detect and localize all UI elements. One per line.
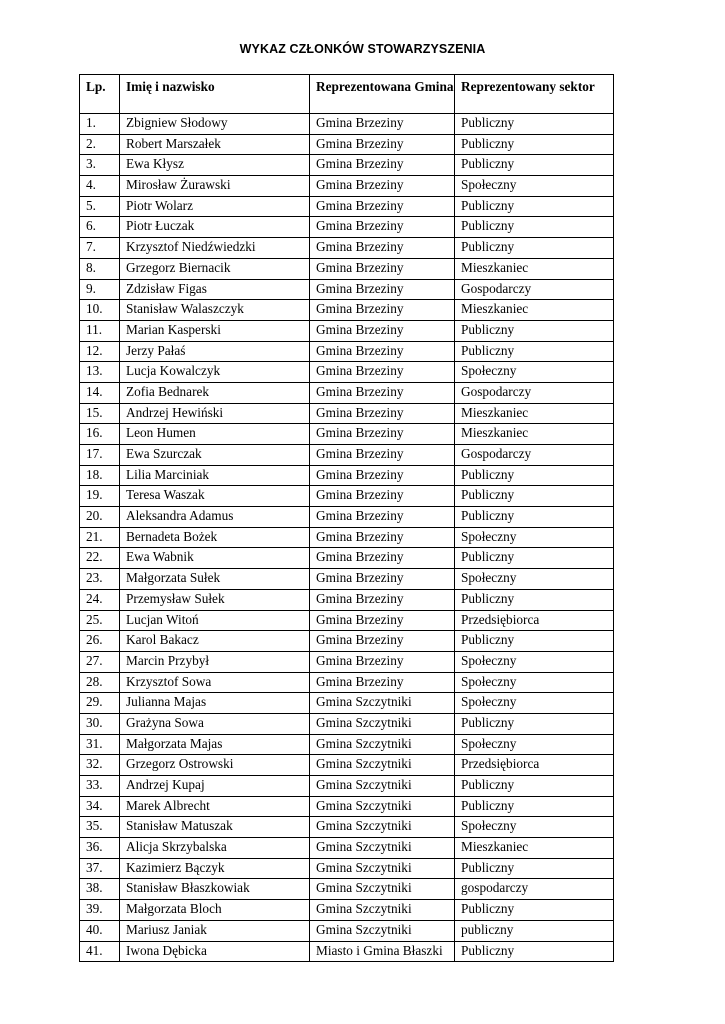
cell-name: Grażyna Sowa: [120, 713, 310, 734]
cell-name: Marek Albrecht: [120, 796, 310, 817]
table-row: [80, 196, 614, 217]
table-row: [80, 445, 614, 466]
cell-lp: 3.: [80, 155, 120, 176]
header-sektor: Reprezentowany sektor: [455, 75, 614, 114]
table-row: [80, 672, 614, 693]
cell-lp: 27.: [80, 651, 120, 672]
table-row: [80, 114, 614, 135]
cell-name: Lucjan Witoń: [120, 610, 310, 631]
document-title: WYKAZ CZŁONKÓW STOWARZYSZENIA: [239, 42, 486, 56]
table-row: [80, 486, 614, 507]
cell-name: Kazimierz Bączyk: [120, 858, 310, 879]
table-row: [80, 817, 614, 838]
cell-sektor: Publiczny: [455, 548, 614, 569]
cell-name: Iwona Dębicka: [120, 941, 310, 962]
table-row: [80, 796, 614, 817]
cell-name: Stanisław Walaszczyk: [120, 300, 310, 321]
table-row: [80, 755, 614, 776]
cell-sektor: Publiczny: [455, 196, 614, 217]
cell-sektor: Publiczny: [455, 941, 614, 962]
header-name: Imię i nazwisko: [120, 75, 310, 114]
cell-gmina: Gmina Brzeziny: [310, 548, 455, 569]
table-row: [80, 548, 614, 569]
table-row: [80, 610, 614, 631]
cell-lp: 19.: [80, 486, 120, 507]
cell-name: Mirosław Żurawski: [120, 176, 310, 197]
cell-lp: 15.: [80, 403, 120, 424]
cell-name: Andrzej Hewiński: [120, 403, 310, 424]
table-row: [80, 424, 614, 445]
cell-sektor: Mieszkaniec: [455, 300, 614, 321]
table-row: [80, 382, 614, 403]
cell-sektor: Przedsiębiorca: [455, 610, 614, 631]
cell-gmina: Gmina Szczytniki: [310, 817, 455, 838]
cell-gmina: Gmina Szczytniki: [310, 879, 455, 900]
cell-gmina: Gmina Szczytniki: [310, 858, 455, 879]
cell-sektor: Publiczny: [455, 320, 614, 341]
cell-name: Ewa Wabnik: [120, 548, 310, 569]
cell-sektor: Publiczny: [455, 486, 614, 507]
cell-name: Bernadeta Bożek: [120, 527, 310, 548]
cell-sektor: Publiczny: [455, 238, 614, 259]
cell-lp: 26.: [80, 631, 120, 652]
table-row: [80, 341, 614, 362]
cell-lp: 40.: [80, 920, 120, 941]
cell-gmina: Gmina Brzeziny: [310, 134, 455, 155]
table-row: [80, 920, 614, 941]
cell-lp: 30.: [80, 713, 120, 734]
cell-gmina: Gmina Brzeziny: [310, 155, 455, 176]
cell-gmina: Gmina Brzeziny: [310, 362, 455, 383]
cell-sektor: Przedsiębiorca: [455, 755, 614, 776]
cell-sektor: Publiczny: [455, 858, 614, 879]
cell-sektor: Mieszkaniec: [455, 403, 614, 424]
cell-lp: 11.: [80, 320, 120, 341]
table-row: [80, 258, 614, 279]
cell-gmina: Gmina Brzeziny: [310, 382, 455, 403]
cell-sektor: Publiczny: [455, 217, 614, 238]
cell-gmina: Miasto i Gmina Błaszki: [310, 941, 455, 962]
cell-lp: 29.: [80, 693, 120, 714]
cell-lp: 33.: [80, 776, 120, 797]
cell-lp: 20.: [80, 507, 120, 528]
cell-sektor: Społeczny: [455, 362, 614, 383]
cell-name: Zofia Bednarek: [120, 382, 310, 403]
cell-sektor: Mieszkaniec: [455, 838, 614, 859]
cell-gmina: Gmina Brzeziny: [310, 196, 455, 217]
cell-gmina: Gmina Brzeziny: [310, 320, 455, 341]
cell-sektor: Publiczny: [455, 341, 614, 362]
cell-sektor: Społeczny: [455, 569, 614, 590]
cell-lp: 12.: [80, 341, 120, 362]
table-row: [80, 134, 614, 155]
table-row: [80, 300, 614, 321]
cell-sektor: Publiczny: [455, 589, 614, 610]
cell-name: Karol Bakacz: [120, 631, 310, 652]
table-row: [80, 900, 614, 921]
cell-name: Lilia Marciniak: [120, 465, 310, 486]
cell-lp: 5.: [80, 196, 120, 217]
cell-lp: 13.: [80, 362, 120, 383]
cell-gmina: Gmina Brzeziny: [310, 651, 455, 672]
cell-gmina: Gmina Brzeziny: [310, 486, 455, 507]
cell-lp: 10.: [80, 300, 120, 321]
cell-sektor: Społeczny: [455, 734, 614, 755]
table-row: [80, 465, 614, 486]
cell-name: Małgorzata Majas: [120, 734, 310, 755]
cell-gmina: Gmina Brzeziny: [310, 507, 455, 528]
cell-name: Lucja Kowalczyk: [120, 362, 310, 383]
cell-gmina: Gmina Brzeziny: [310, 341, 455, 362]
cell-lp: 14.: [80, 382, 120, 403]
cell-sektor: Publiczny: [455, 900, 614, 921]
cell-sektor: Publiczny: [455, 465, 614, 486]
cell-name: Małgorzata Bloch: [120, 900, 310, 921]
cell-gmina: Gmina Brzeziny: [310, 403, 455, 424]
cell-sektor: Gospodarczy: [455, 279, 614, 300]
cell-name: Grzegorz Biernacik: [120, 258, 310, 279]
cell-lp: 24.: [80, 589, 120, 610]
cell-gmina: Gmina Szczytniki: [310, 693, 455, 714]
cell-name: Julianna Majas: [120, 693, 310, 714]
cell-gmina: Gmina Brzeziny: [310, 279, 455, 300]
cell-name: Piotr Wolarz: [120, 196, 310, 217]
cell-sektor: gospodarczy: [455, 879, 614, 900]
table-row: [80, 403, 614, 424]
cell-lp: 9.: [80, 279, 120, 300]
cell-lp: 16.: [80, 424, 120, 445]
cell-name: Krzysztof Niedźwiedzki: [120, 238, 310, 259]
cell-name: Robert Marszałek: [120, 134, 310, 155]
table-row: [80, 176, 614, 197]
cell-gmina: Gmina Brzeziny: [310, 176, 455, 197]
cell-lp: 8.: [80, 258, 120, 279]
cell-sektor: Gospodarczy: [455, 445, 614, 466]
cell-name: Krzysztof Sowa: [120, 672, 310, 693]
cell-sektor: Publiczny: [455, 776, 614, 797]
cell-gmina: Gmina Szczytniki: [310, 838, 455, 859]
cell-gmina: Gmina Brzeziny: [310, 569, 455, 590]
cell-gmina: Gmina Brzeziny: [310, 114, 455, 135]
cell-sektor: Publiczny: [455, 796, 614, 817]
cell-name: Ewa Szurczak: [120, 445, 310, 466]
table-row: [80, 569, 614, 590]
cell-gmina: Gmina Szczytniki: [310, 734, 455, 755]
cell-gmina: Gmina Brzeziny: [310, 424, 455, 445]
table-row: [80, 279, 614, 300]
cell-gmina: Gmina Brzeziny: [310, 258, 455, 279]
table-row: [80, 527, 614, 548]
cell-gmina: Gmina Brzeziny: [310, 465, 455, 486]
cell-lp: 31.: [80, 734, 120, 755]
cell-lp: 2.: [80, 134, 120, 155]
cell-lp: 18.: [80, 465, 120, 486]
cell-sektor: Publiczny: [455, 114, 614, 135]
cell-name: Leon Humen: [120, 424, 310, 445]
cell-lp: 41.: [80, 941, 120, 962]
cell-sektor: Społeczny: [455, 176, 614, 197]
header-lp: Lp.: [80, 75, 120, 114]
members-table-body: [80, 114, 614, 962]
cell-sektor: Społeczny: [455, 693, 614, 714]
table-row: [80, 238, 614, 259]
cell-name: Ewa Kłysz: [120, 155, 310, 176]
header-row: [80, 75, 614, 114]
table-row: [80, 776, 614, 797]
cell-gmina: Gmina Brzeziny: [310, 631, 455, 652]
cell-sektor: Społeczny: [455, 527, 614, 548]
cell-gmina: Gmina Brzeziny: [310, 527, 455, 548]
cell-gmina: Gmina Szczytniki: [310, 920, 455, 941]
table-row: [80, 155, 614, 176]
cell-sektor: Społeczny: [455, 672, 614, 693]
table-row: [80, 713, 614, 734]
members-table: [79, 74, 614, 962]
cell-gmina: Gmina Brzeziny: [310, 610, 455, 631]
cell-lp: 38.: [80, 879, 120, 900]
cell-sektor: Mieszkaniec: [455, 424, 614, 445]
cell-lp: 34.: [80, 796, 120, 817]
cell-sektor: Publiczny: [455, 507, 614, 528]
cell-sektor: Publiczny: [455, 631, 614, 652]
cell-sektor: Mieszkaniec: [455, 258, 614, 279]
cell-name: Stanisław Błaszkowiak: [120, 879, 310, 900]
table-row: [80, 879, 614, 900]
cell-lp: 32.: [80, 755, 120, 776]
table-row: [80, 941, 614, 962]
cell-name: Małgorzata Sułek: [120, 569, 310, 590]
cell-lp: 1.: [80, 114, 120, 135]
cell-name: Zbigniew Słodowy: [120, 114, 310, 135]
cell-name: Stanisław Matuszak: [120, 817, 310, 838]
cell-lp: 37.: [80, 858, 120, 879]
table-row: [80, 651, 614, 672]
cell-sektor: Gospodarczy: [455, 382, 614, 403]
cell-gmina: Gmina Szczytniki: [310, 755, 455, 776]
cell-sektor: Publiczny: [455, 713, 614, 734]
cell-gmina: Gmina Szczytniki: [310, 900, 455, 921]
cell-gmina: Gmina Brzeziny: [310, 238, 455, 259]
cell-gmina: Gmina Szczytniki: [310, 776, 455, 797]
table-row: [80, 631, 614, 652]
table-row: [80, 858, 614, 879]
cell-lp: 6.: [80, 217, 120, 238]
cell-lp: 28.: [80, 672, 120, 693]
table-row: [80, 838, 614, 859]
cell-name: Piotr Łuczak: [120, 217, 310, 238]
cell-lp: 17.: [80, 445, 120, 466]
members-table-header: [80, 75, 614, 114]
cell-name: Mariusz Janiak: [120, 920, 310, 941]
cell-gmina: Gmina Brzeziny: [310, 217, 455, 238]
table-row: [80, 217, 614, 238]
cell-name: Andrzej Kupaj: [120, 776, 310, 797]
cell-lp: 7.: [80, 238, 120, 259]
table-row: [80, 589, 614, 610]
cell-lp: 4.: [80, 176, 120, 197]
table-row: [80, 693, 614, 714]
table-row: [80, 362, 614, 383]
table-row: [80, 507, 614, 528]
cell-lp: 35.: [80, 817, 120, 838]
cell-sektor: publiczny: [455, 920, 614, 941]
cell-gmina: Gmina Brzeziny: [310, 589, 455, 610]
cell-gmina: Gmina Brzeziny: [310, 672, 455, 693]
table-row: [80, 320, 614, 341]
header-gmina: Reprezentowana Gmina: [310, 75, 455, 114]
cell-gmina: Gmina Brzeziny: [310, 445, 455, 466]
table-row: [80, 734, 614, 755]
cell-name: Jerzy Pałaś: [120, 341, 310, 362]
cell-name: Grzegorz Ostrowski: [120, 755, 310, 776]
cell-lp: 36.: [80, 838, 120, 859]
cell-sektor: Społeczny: [455, 651, 614, 672]
cell-lp: 39.: [80, 900, 120, 921]
cell-gmina: Gmina Szczytniki: [310, 713, 455, 734]
cell-lp: 22.: [80, 548, 120, 569]
cell-sektor: Publiczny: [455, 155, 614, 176]
cell-sektor: Publiczny: [455, 134, 614, 155]
cell-name: Alicja Skrzybalska: [120, 838, 310, 859]
cell-lp: 21.: [80, 527, 120, 548]
cell-gmina: Gmina Brzeziny: [310, 300, 455, 321]
cell-lp: 23.: [80, 569, 120, 590]
cell-lp: 25.: [80, 610, 120, 631]
cell-name: Przemysław Sułek: [120, 589, 310, 610]
cell-name: Zdzisław Figas: [120, 279, 310, 300]
cell-sektor: Społeczny: [455, 817, 614, 838]
cell-name: Teresa Waszak: [120, 486, 310, 507]
cell-name: Marcin Przybył: [120, 651, 310, 672]
cell-name: Aleksandra Adamus: [120, 507, 310, 528]
cell-gmina: Gmina Szczytniki: [310, 796, 455, 817]
cell-name: Marian Kasperski: [120, 320, 310, 341]
